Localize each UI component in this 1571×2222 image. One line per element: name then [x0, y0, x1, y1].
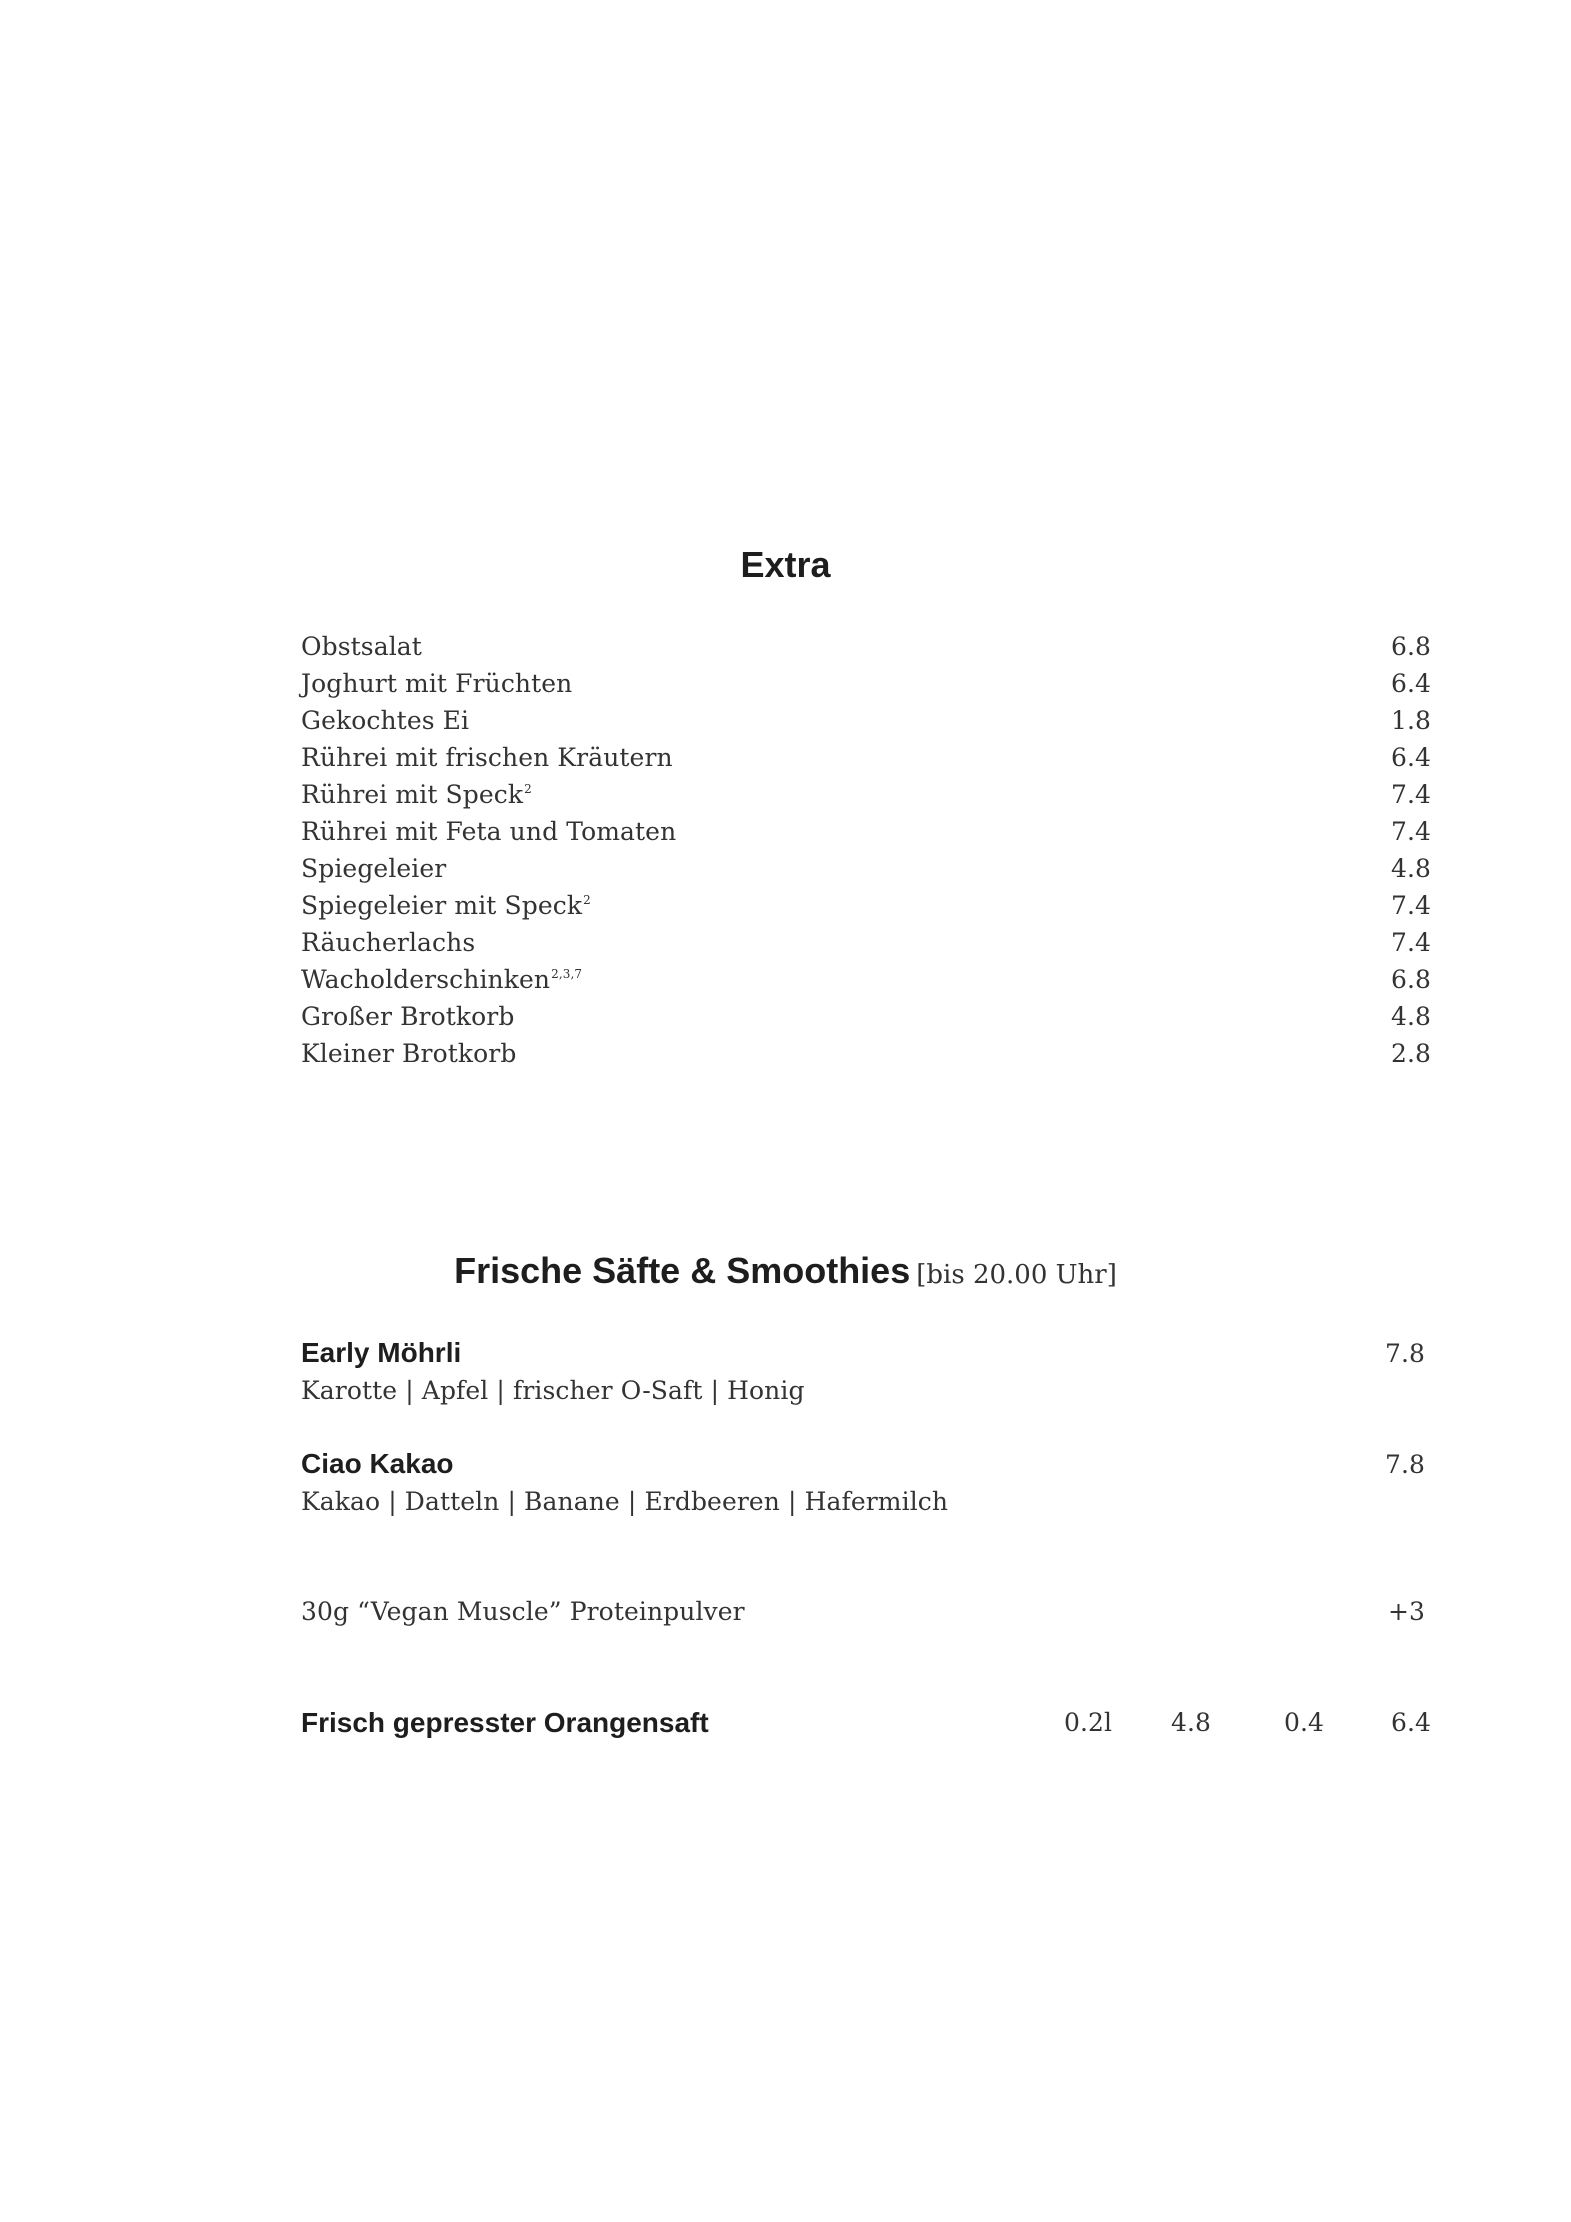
product-ingredients: Kakao | Datteln | Banane | Erdbeeren | Hafermilch [301, 1487, 949, 1516]
item-price: 7.4 [1390, 817, 1431, 846]
section-title-note: [bis 20.00 Uhr] [916, 1260, 1117, 1290]
item-name: Obstsalat [301, 632, 422, 661]
menu-item [301, 628, 1431, 665]
item-price: 4.8 [1390, 854, 1431, 883]
item-price: 2.8 [1390, 1039, 1431, 1068]
item-price: 1.8 [1390, 706, 1431, 735]
item-price: 7.4 [1390, 928, 1431, 957]
price-small: 4.8 [1171, 1708, 1212, 1737]
allergen-footnote: 2,3,7 [551, 967, 583, 981]
menu-item [301, 1035, 1431, 1072]
item-price: 7.4 [1390, 891, 1431, 920]
item-price: 6.8 [1390, 632, 1431, 661]
product-price: 7.8 [1384, 1450, 1425, 1479]
menu-item [301, 887, 1431, 924]
allergen-footnote: 2 [583, 893, 591, 907]
extra-menu-list [301, 628, 1431, 1072]
product-name: Early Möhrli [301, 1337, 462, 1368]
section-title-juices [0, 1250, 1571, 1292]
item-price: 6.4 [1390, 669, 1431, 698]
item-name: Spiegeleier [301, 854, 447, 883]
item-name: Großer Brotkorb [301, 1002, 515, 1031]
item-name: Rührei mit frischen Kräutern [301, 743, 673, 772]
section-title-extra: Extra [740, 544, 831, 585]
menu-item [301, 924, 1431, 961]
product-name: Ciao Kakao [301, 1448, 454, 1479]
product-price: 7.8 [1384, 1339, 1425, 1368]
price-large: 6.4 [1391, 1708, 1432, 1737]
item-price: 7.4 [1390, 780, 1431, 809]
item-name: Rührei mit Feta und Tomaten [301, 817, 677, 846]
product-orange-juice [301, 1703, 1432, 1743]
item-name: Wacholderschinken [301, 965, 551, 994]
item-name: Rührei mit Speck [301, 780, 524, 809]
item-name: Gekochtes Ei [301, 706, 470, 735]
allergen-footnote: 2 [524, 782, 532, 796]
item-price: 6.4 [1390, 743, 1431, 772]
item-name: Kleiner Brotkorb [301, 1039, 517, 1068]
size-large: 0.4 [1284, 1708, 1325, 1737]
menu-item [301, 850, 1431, 887]
product-name: Frisch gepresster Orangensaft [301, 1707, 709, 1738]
product-ingredients: Karotte | Apfel | frischer O-Saft | Honig [301, 1376, 805, 1405]
section-title-text: Frische Säfte & Smoothies [454, 1250, 911, 1291]
menu-item [301, 665, 1431, 702]
menu-item [301, 998, 1431, 1035]
menu-item [301, 961, 1431, 998]
addon-protein-powder [301, 1593, 1425, 1631]
item-price: 6.8 [1390, 965, 1431, 994]
menu-item [301, 702, 1431, 739]
item-price: 4.8 [1390, 1002, 1431, 1031]
addon-price: +3 [1387, 1597, 1425, 1626]
item-name: Joghurt mit Früchten [301, 669, 573, 698]
product-ciao-kakao [301, 1445, 1425, 1521]
product-early-moehrli [301, 1334, 1425, 1410]
item-name: Spiegeleier mit Speck [301, 891, 583, 920]
size-small: 0.2l [1064, 1708, 1113, 1737]
item-name: Räucherlachs [301, 928, 476, 957]
menu-item [301, 739, 1431, 776]
menu-item [301, 776, 1431, 813]
addon-label: 30g “Vegan Muscle” Proteinpulver [301, 1597, 745, 1626]
menu-item [301, 813, 1431, 850]
